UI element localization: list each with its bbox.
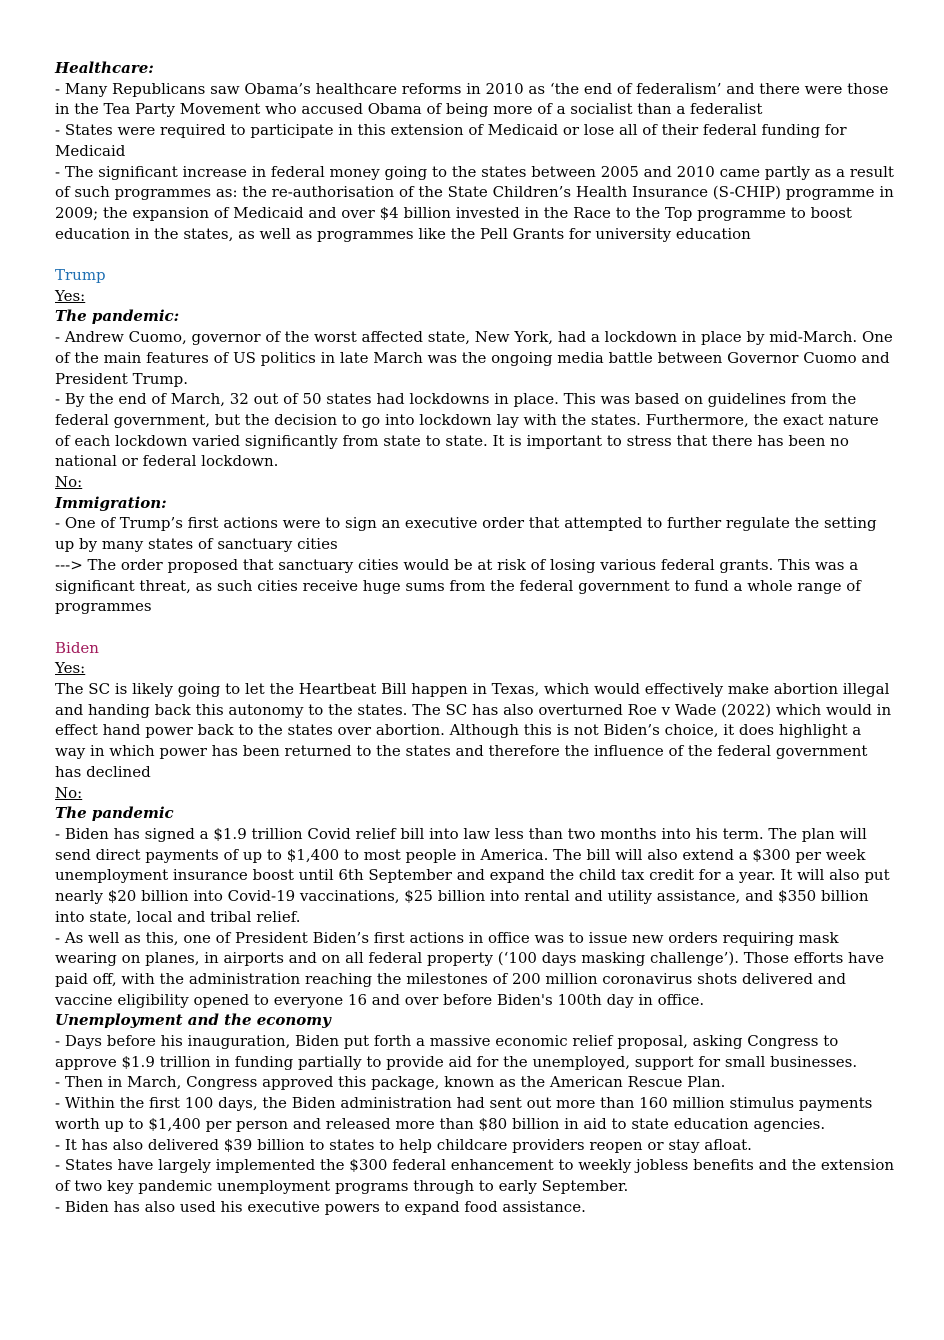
biden-economy-heading: Unemployment and the economy xyxy=(55,1011,331,1030)
trump-pandemic-heading: The pandemic: xyxy=(55,307,180,326)
trump-immigration-point: - One of Trump’s first actions were to sign an executive order that attempted to further regulate the setting up by many states of sanctuary cities xyxy=(55,514,877,554)
biden-economy-point: - Within the first 100 days, the Biden administration had sent out more than 160 million stimulus payments worth up to $1,400 per person and released more than $80 billion in aid to state education agencies. xyxy=(55,1094,873,1133)
trump-no-label: No: xyxy=(55,473,83,492)
healthcare-heading: Healthcare: xyxy=(55,59,154,77)
biden-yes-label: Yes: xyxy=(55,659,86,678)
biden-economy-point: - It has also delivered $39 billion to states to help childcare providers reopen or stay afloat. xyxy=(55,1135,752,1154)
biden-section-title: Biden xyxy=(55,638,99,657)
biden-economy-point: - Days before his inauguration, Biden put forth a massive economic relief proposal, asking Congress to approve $1.9 trillion in funding partially to provide aid for the unemployed, support for small businesses. xyxy=(55,1032,858,1071)
healthcare-point: - Many Republicans saw Obama’s healthcare reforms in 2010 as ‘the end of federalism’ and there were those in the Tea Party Movement who accused Obama of being more of a socialist than a federalist xyxy=(55,79,889,119)
biden-pandemic-point: - As well as this, one of President Biden’s first actions in office was to issue new orders requiring mask wearing on planes, in airports and on all federal property (‘100 days masking challenge’). Those efforts have paid off, with the administration reaching the milestones of 200 million coronavirus shots delivered and vaccine eligibility opened to everyone 16 and over before Biden's 100th day in office. xyxy=(55,928,884,1009)
trump-pandemic-point: - By the end of March, 32 out of 50 states had lockdowns in place. This was based on guidelines from the federal government, but the decision to go into lockdown lay with the states. Furthermore, the exact nature of each lockdown varied significantly from state to state. It is important to stress that there has been no national or federal lockdown. xyxy=(55,390,879,471)
healthcare-point: - States were required to participate in this extension of Medicaid or lose all of their federal funding for Medicaid xyxy=(55,121,847,160)
biden-economy-point: - Then in March, Congress approved this package, known as the American Rescue Plan. xyxy=(55,1073,726,1092)
biden-economy-point: - Biden has also used his executive powers to expand food assistance. xyxy=(55,1197,586,1216)
trump-immigration-heading: Immigration: xyxy=(55,493,167,512)
biden-no-label: No: xyxy=(55,783,83,802)
trump-pandemic-point: - Andrew Cuomo, governor of the worst affected state, New York, had a lockdown in place by mid-March. One of the main features of US politics in late March was the ongoing media battle between Governor Cuomo and President Trump. xyxy=(55,328,893,388)
biden-economy-point: - States have largely implemented the $300 federal enhancement to weekly jobless benefits and the extension of two key pandemic unemployment programs through to early September. xyxy=(55,1156,895,1195)
biden-pandemic-point: - Biden has signed a $1.9 trillion Covid relief bill into law less than two months into his term. The plan will send direct payments of up to $1,400 to most people in America. The bill will also extend a $300 per week unemployment insurance boost until 6th September and expand the child tax credit for a year. It will also put nearly $20 billion into Covid-19 vaccinations, $25 billion into rental and utility assistance, and $350 billion into state, local and tribal relief. xyxy=(55,824,890,926)
document-page xyxy=(55,58,895,1217)
biden-yes-text: The SC is likely going to let the Heartbeat Bill happen in Texas, which would effectively make abortion illegal and handing back this autonomy to the states. The SC has also overturned Roe v Wade (2022) which would in effect hand power back to the states over abortion. Although this is not Biden’s choice, it does highlight a way in which power has been returned to the states and therefore the influence of the federal government has declined xyxy=(55,680,892,781)
trump-immigration-point: ---> The order proposed that sanctuary cities would be at risk of losing various federal grants. This was a significant threat, as such cities receive huge sums from the federal government to fund a whole range of programmes xyxy=(55,555,861,616)
trump-section-title: Trump xyxy=(55,266,106,285)
trump-yes-label: Yes: xyxy=(55,286,86,305)
biden-pandemic-heading: The pandemic xyxy=(55,804,174,823)
healthcare-point: - The significant increase in federal money going to the states between 2005 and 2010 came partly as a result of such programmes as: the re-authorisation of the State Children’s Health Insurance (S-CHIP) programme in 2009; the expansion of Medicaid and over $4 billion invested in the Race to the Top programme to boost education in the states, as well as programmes like the Pell Grants for university education xyxy=(55,162,894,243)
